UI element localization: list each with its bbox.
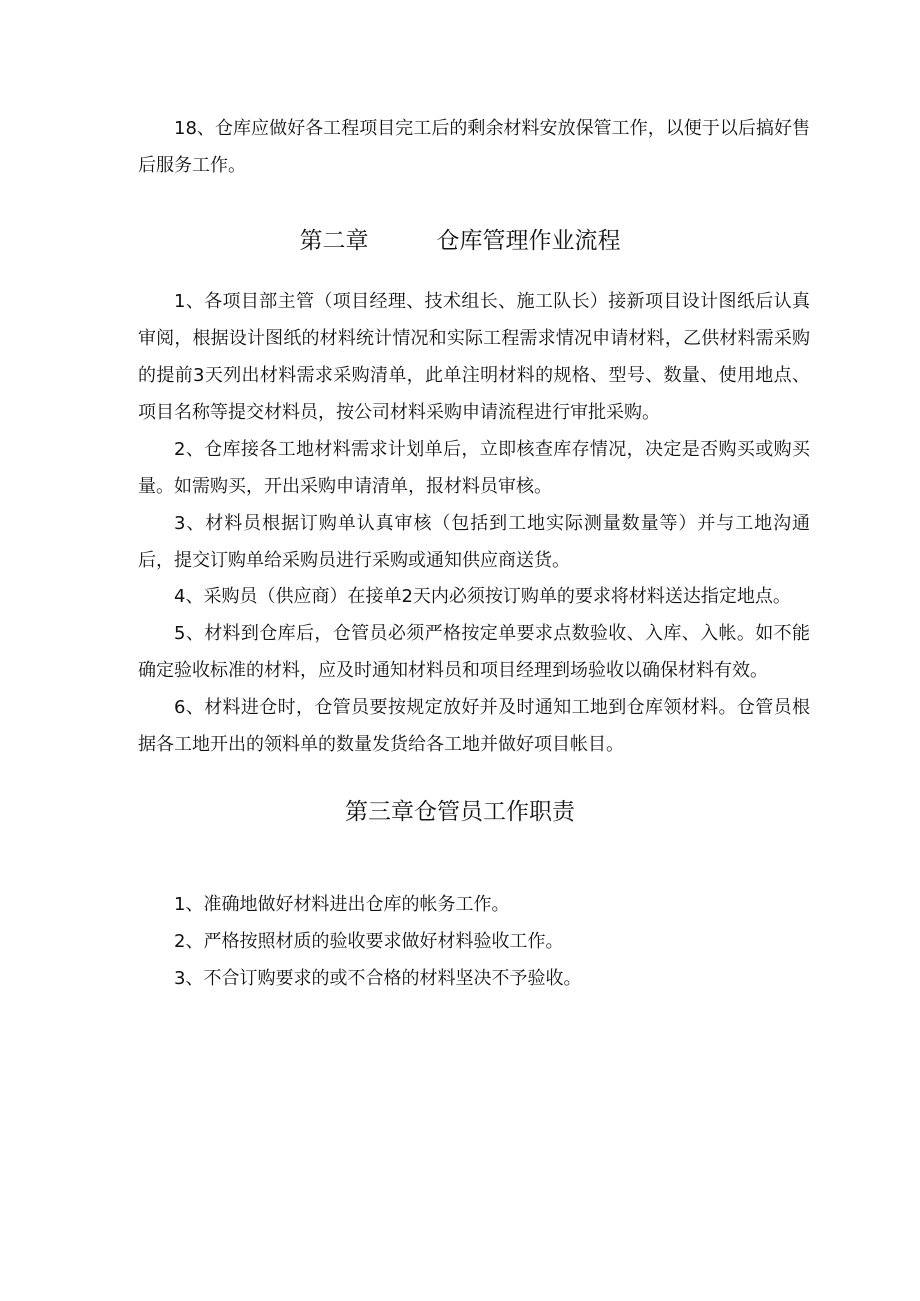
chapter-2-number: 第二章: [299, 228, 369, 254]
chapter-2-item-3: 3、材料员根据订购单认真审核（包括到工地实际测量数量等）并与工地沟通后，提交订购单给采购员进行采购或通知供应商送货。: [138, 513, 810, 571]
chapter-2-title: 仓库管理作业流程: [436, 228, 621, 254]
chapter-2-item-2: 2、仓库接各工地材料需求计划单后，立即核查库存情况，决定是否购买或购买量。如需购买，开出采购申请清单，报材料员审核。: [138, 439, 810, 497]
chapter-3-item-2: 2、严格按照材质的验收要求做好材料验收工作。: [174, 931, 564, 952]
chapter-3-heading: 第三章仓管员工作职责: [345, 799, 575, 825]
paragraph-item-18: 18、仓库应做好各工程项目完工后的剩余材料安放保管工作，以便于以后搞好售后服务工作。: [138, 118, 810, 176]
chapter-3-item-1: 1、准确地做好材料进出仓库的帐务工作。: [174, 894, 510, 915]
chapter-2-heading: [0, 226, 920, 256]
chapter-2-item-6: 6、材料进仓时，仓管员要按规定放好并及时通知工地到仓库领材料。仓管员根据各工地开出的领料单的数量发货给各工地并做好项目帐目。: [138, 697, 810, 755]
chapter-2-item-1: 1、各项目部主管（项目经理、技术组长、施工队长）接新项目设计图纸后认真审阅，根据设计图纸的材料统计情况和实际工程需求情况申请材料，乙供材料需采购的提前3天列出材料需求采购清单，此单注明材料的规格、型号、数量、使用地点、项目名称等提交材料员，按公司材料采购申请流程进行审批采购。: [138, 291, 810, 423]
chapter-2-item-4: 4、采购员（供应商）在接单2天内必须按订购单的要求将材料送达指定地点。: [174, 586, 791, 607]
chapter-3-item-3: 3、不合订购要求的或不合格的材料坚决不予验收。: [174, 968, 582, 989]
chapter-2-item-5: 5、材料到仓库后，仓管员必须严格按定单要求点数验收、入库、入帐。如不能确定验收标准的材料，应及时通知材料员和项目经理到场验收以确保材料有效。: [138, 623, 810, 681]
